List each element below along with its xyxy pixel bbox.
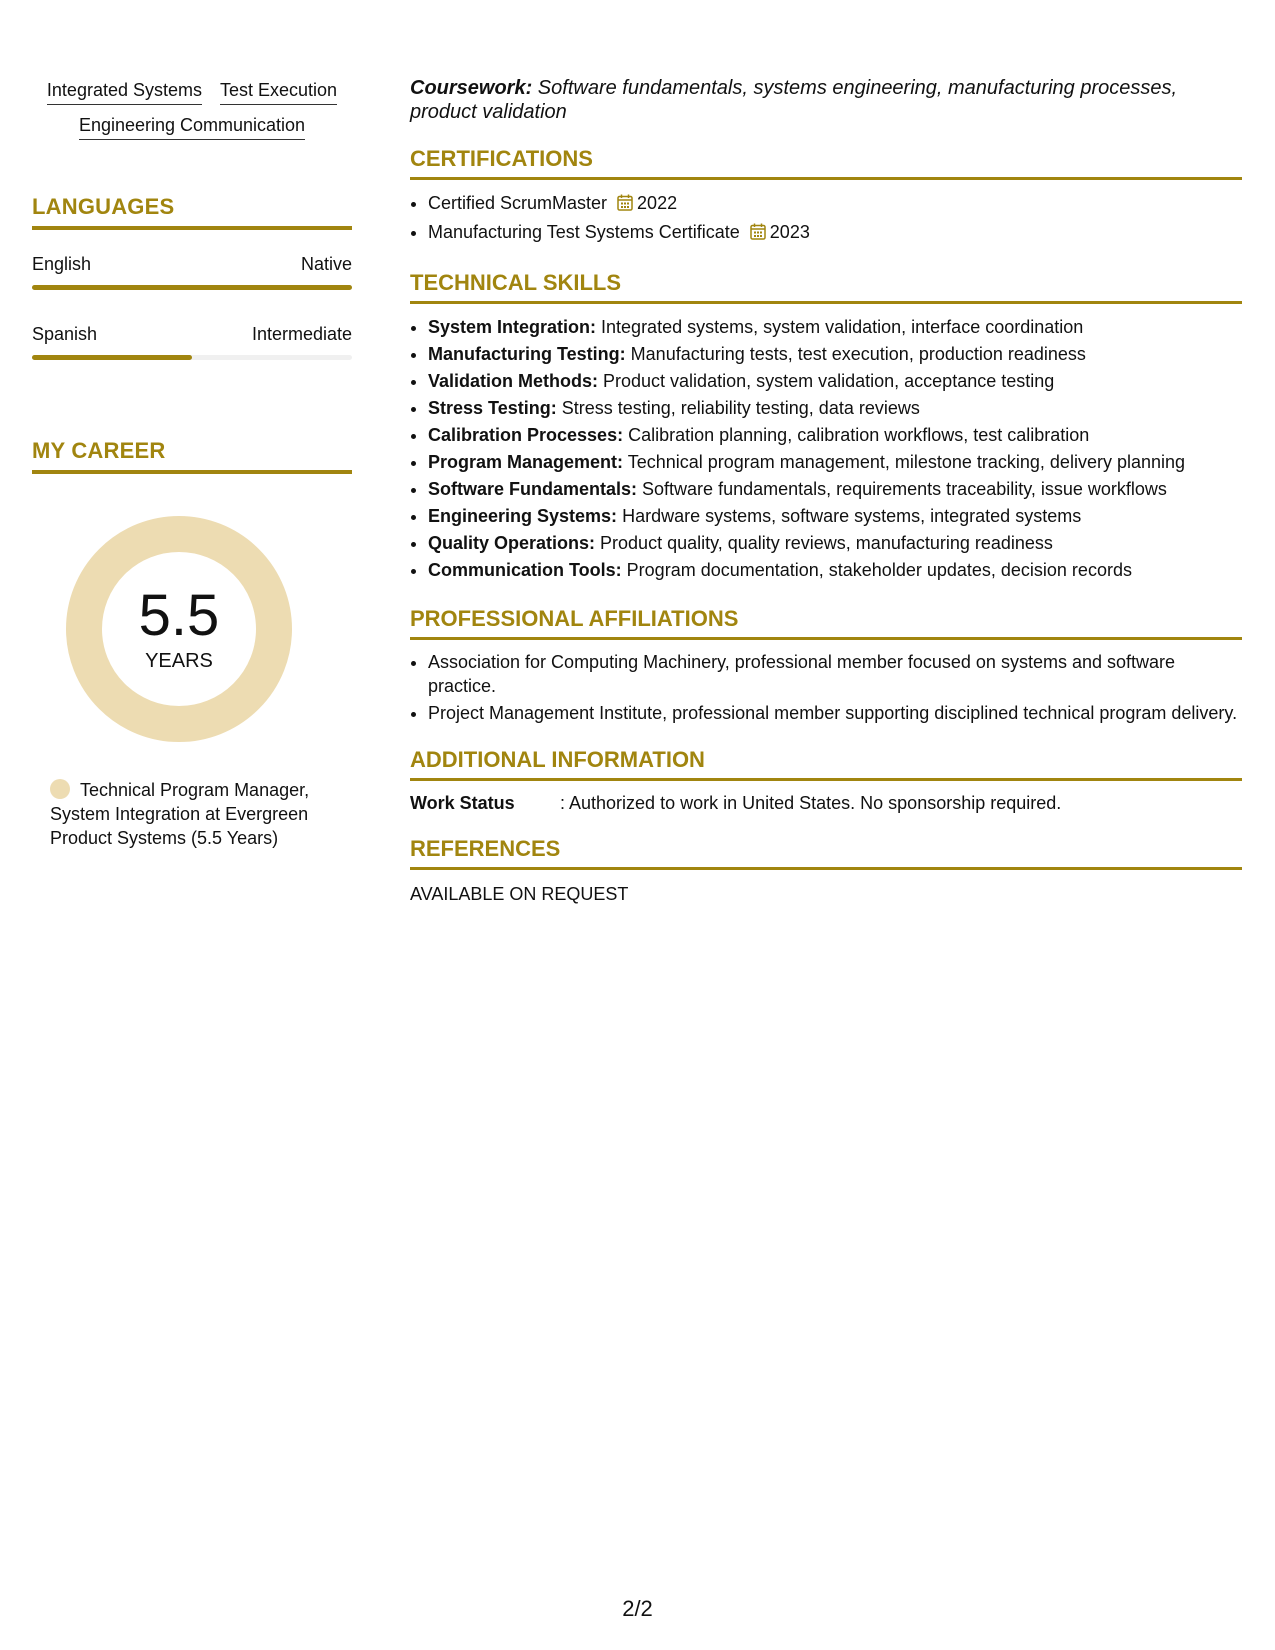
calendar-icon — [750, 221, 766, 248]
certification-year: 2022 — [637, 193, 678, 213]
skill-item: • Validation Methods: Product validation, system validation, acceptance testing — [428, 368, 1242, 395]
skill-item: • Quality Operations: Product quality, quality reviews, manufacturing readiness — [428, 530, 1242, 557]
work-status-label: Work Status — [410, 793, 515, 813]
affiliations-heading: PROFESSIONAL AFFILIATIONS — [410, 606, 1242, 640]
career-entry-text: Technical Program Manager, System Integration at Evergreen Product Systems (5.5 Years) — [50, 780, 310, 848]
skill-tag: Test Execution — [220, 80, 337, 105]
coursework — [410, 76, 1242, 124]
references-heading: REFERENCES — [410, 836, 1242, 870]
skill-item: • Engineering Systems: Hardware systems, software systems, integrated systems — [428, 503, 1242, 530]
language-name: English — [32, 254, 92, 274]
career-years-label: YEARS — [145, 649, 213, 672]
language-bar-fill — [32, 355, 192, 360]
skill-tag: Engineering Communication — [79, 115, 305, 140]
skill-item: • Software Fundamentals: Software fundamentals, requirements traceability, issue workflows — [428, 476, 1242, 503]
language-row — [32, 324, 352, 345]
coursework-label: Coursework: — [410, 77, 533, 99]
page-number: 2/2 — [622, 1596, 653, 1621]
skill-tag: Integrated Systems — [47, 80, 202, 105]
language-bar — [32, 355, 352, 360]
skill-tags — [32, 70, 352, 140]
certifications-list — [410, 190, 1242, 248]
certification-item: • Manufacturing Test Systems Certificate 2023 — [428, 219, 1242, 248]
skill-item: • Program Management: Technical program management, milestone tracking, delivery planning — [428, 449, 1242, 476]
languages-heading: LANGUAGES — [32, 194, 352, 230]
language-level: Native — [300, 254, 352, 274]
career-donut — [66, 516, 292, 742]
left-column — [32, 70, 352, 850]
technical-skills-heading: TECHNICAL SKILLS — [410, 270, 1242, 304]
skill-item: • System Integration: Integrated systems, system validation, interface coordination — [428, 314, 1242, 341]
certification-year: 2023 — [769, 222, 810, 242]
work-status-value: : Authorized to work in United States. No sponsorship required. — [560, 793, 1062, 813]
technical-skills-list — [410, 314, 1242, 584]
skill-item: • Calibration Processes: Calibration planning, calibration workflows, test calibration — [428, 422, 1242, 449]
right-column — [410, 76, 1242, 905]
career-entry — [50, 778, 340, 850]
skill-item: • Stress Testing: Stress testing, reliability testing, data reviews — [428, 395, 1242, 422]
affiliation-item: • Association for Computing Machinery, professional member focused on systems and software practice. — [428, 650, 1242, 698]
legend-dot-icon — [50, 779, 70, 799]
affiliation-item: • Project Management Institute, professional member supporting disciplined technical program delivery. — [428, 701, 1242, 725]
work-status-row — [410, 793, 1242, 814]
skill-item: • Manufacturing Testing: Manufacturing tests, test execution, production readiness — [428, 341, 1242, 368]
additional-info-heading: ADDITIONAL INFORMATION — [410, 747, 1242, 781]
references-text: AVAILABLE ON REQUEST — [410, 884, 629, 904]
calendar-icon — [617, 192, 633, 219]
certification-item: • Certified ScrumMaster 2022 — [428, 190, 1242, 219]
career-heading: MY CAREER — [32, 438, 352, 474]
language-level: Intermediate — [251, 324, 352, 344]
affiliations-list — [410, 650, 1242, 725]
skill-item: • Communication Tools: Program documentation, stakeholder updates, decision records — [428, 557, 1242, 584]
language-row — [32, 254, 352, 275]
certifications-heading: CERTIFICATIONS — [410, 146, 1242, 180]
coursework-text: Software fundamentals, systems engineering, manufacturing processes, product validation — [410, 77, 1178, 123]
language-name: Spanish — [32, 324, 98, 344]
career-years-value: 5.5 — [138, 582, 220, 648]
